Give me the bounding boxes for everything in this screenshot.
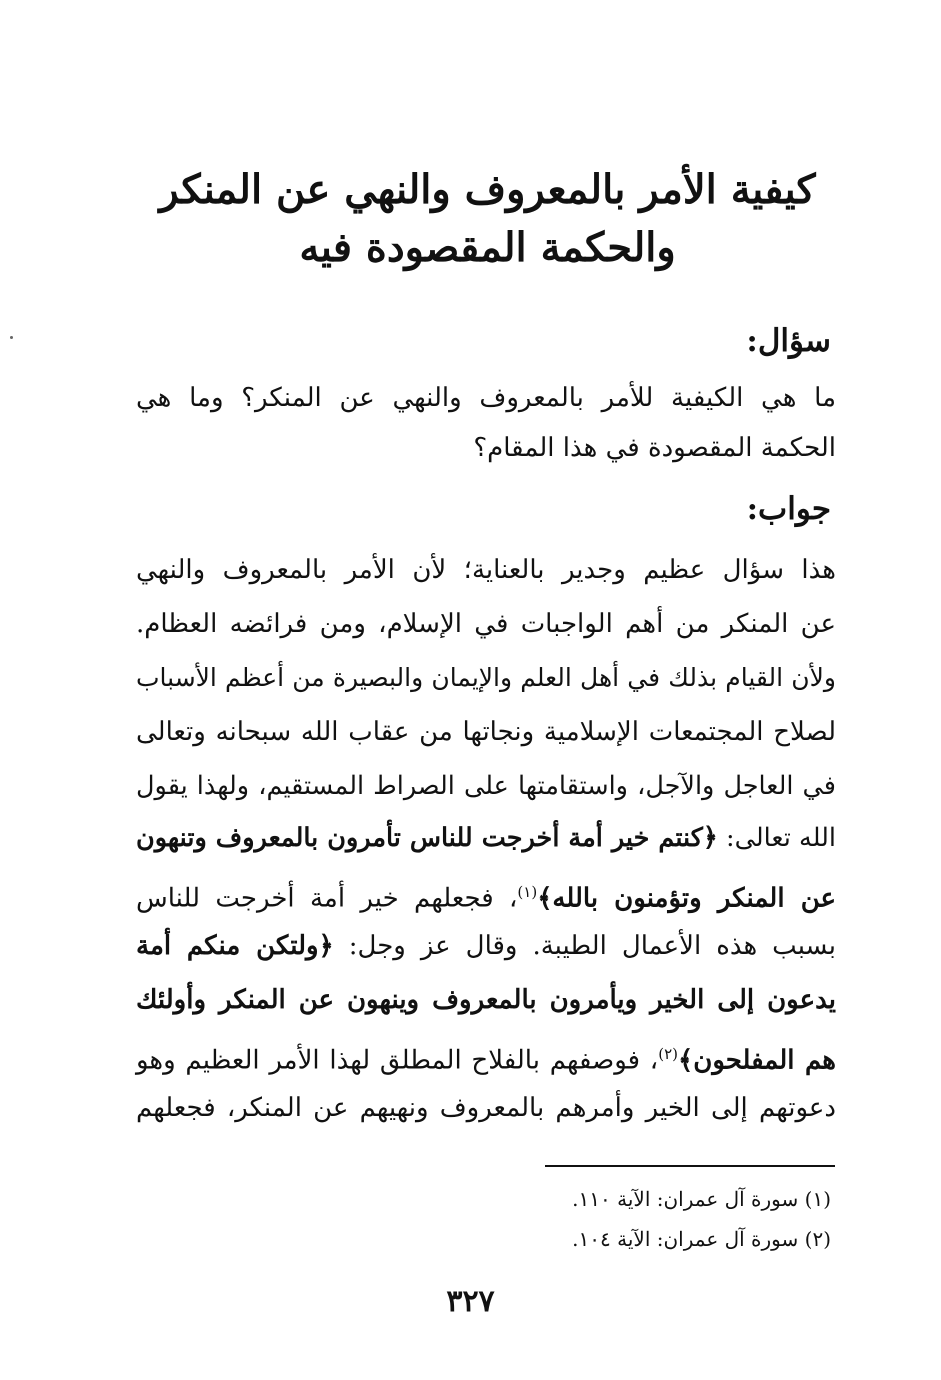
page-number: ٣٢٧ [446, 1284, 495, 1319]
question-label: سؤال: [746, 323, 831, 359]
answer-line-7 [136, 872, 836, 919]
footnote-1: (١) سورة آل عمران: الآية ١١٠. [572, 1187, 831, 1211]
answer-line-6 [136, 818, 836, 858]
answer-line-11: دعوتهم إلى الخير وأمرهم بالمعروف ونهيهم عن المنكر، فجعلهم [136, 1093, 836, 1123]
question-line-1: ما هي الكيفية للأمر بالمعروف والنهي عن المنكر؟ وما هي [136, 383, 836, 413]
answer-line-2: عن المنكر من أهم الواجبات في الإسلام، ومن فرائضه العظام. [136, 609, 836, 639]
answer-line-3: ولأن القيام بذلك في أهل العلم والإيمان والبصيرة من أعظم الأسباب [136, 663, 836, 692]
answer-line-5: في العاجل والآجل، واستقامتها على الصراط المستقيم، ولهذا يقول [136, 771, 836, 801]
quran-verse-2-part-1: ﴿ولتكن منكم أمة [136, 931, 334, 961]
page-title-line-2: والحكمة المقصودة فيه [299, 224, 676, 271]
footnote-2: (٢) سورة آل عمران: الآية ١٠٤. [572, 1227, 831, 1251]
footnote-divider [545, 1165, 835, 1167]
answer-line-10 [136, 1034, 836, 1081]
answer-line-8-text: بسبب هذه الأعمال الطيبة. وقال عز وجل: [333, 931, 836, 961]
answer-label: جواب: [746, 491, 831, 527]
quran-verse-2-part-2: يدعون إلى الخير ويأمرون بالمعروف وينهون عن المنكر وأولئك [136, 985, 836, 1015]
scan-speck [10, 336, 13, 339]
answer-line-7-text: ، فجعلهم خير أمة أخرجت للناس [136, 883, 518, 914]
quran-verse-1-part-2: عن المنكر وتؤمنون بالله﴾ [537, 883, 836, 914]
quran-verse-1-part-1: ﴿كنتم خير أمة أخرجت للناس تأمرون بالمعروف وتنهون [136, 823, 718, 853]
answer-line-4: لصلاح المجتمعات الإسلامية ونجاتها من عقاب الله سبحانه وتعالى [136, 717, 836, 747]
footnote-ref-2: (٢) [658, 1045, 678, 1063]
question-line-2: الحكمة المقصودة في هذا المقام؟ [473, 433, 836, 463]
quran-verse-2-part-3: هم المفلحون﴾ [677, 1045, 836, 1076]
page-title-line-1: كيفية الأمر بالمعروف والنهي عن المنكر [159, 166, 816, 213]
answer-line-9 [136, 980, 836, 1020]
answer-line-8 [136, 926, 836, 966]
answer-line-10-text: ، فوصفهم بالفلاح المطلق لهذا الأمر العظيم وهو [136, 1045, 659, 1076]
verse-intro: الله تعالى: [717, 823, 836, 853]
answer-line-1: هذا سؤال عظيم وجدير بالعناية؛ لأن الأمر بالمعروف والنهي [136, 555, 836, 585]
footnote-ref-1: (١) [517, 883, 538, 901]
